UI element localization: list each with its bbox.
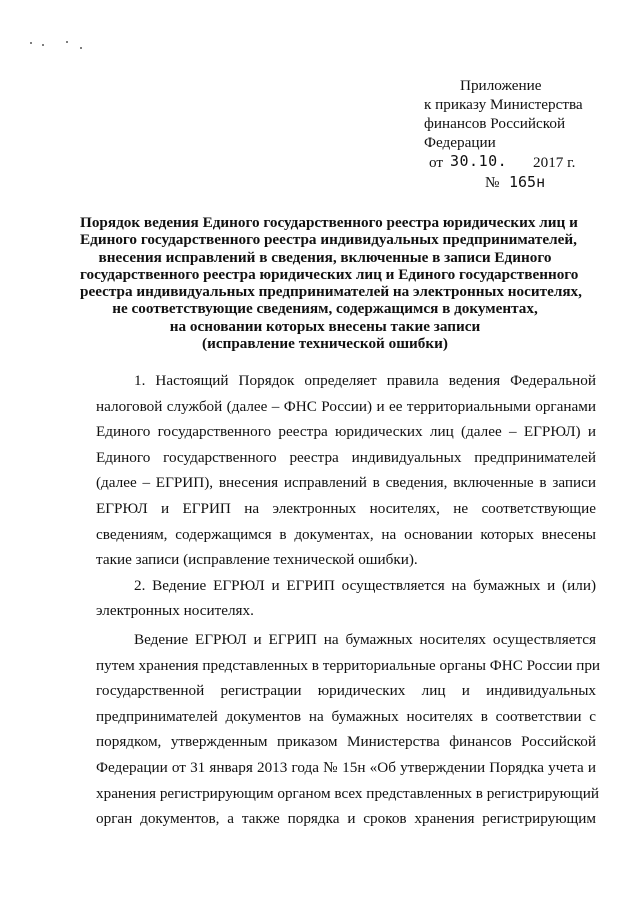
- appendix-date-row: [424, 153, 624, 175]
- appendix-order-line: к приказу Министерства: [424, 96, 583, 113]
- date-year: 2017 г.: [533, 154, 576, 171]
- number-sign: №: [485, 174, 500, 191]
- document-title: [80, 214, 582, 353]
- body-line: предпринимателей документов на бумажных носителях в соответствии с: [96, 707, 596, 725]
- scan-speck: [42, 44, 44, 46]
- body-line: Единого государственного реестра юридических лиц (далее – ЕГРЮЛ) и: [96, 423, 596, 441]
- body-line: Единого государственного реестра индивидуальных предпринимателей: [96, 448, 596, 466]
- title-line: государственного реестра юридических лиц и Единого государственного: [80, 265, 579, 283]
- scan-speck: [30, 42, 32, 44]
- title-line: не соответствующие сведениям, содержащимся в документах,: [112, 300, 538, 318]
- title-line: реестра индивидуальных предпринимателей на электронных носителях,: [80, 283, 582, 301]
- body-line: орган документов, а также порядка и сроков хранения регистрирующим: [96, 810, 596, 828]
- body-line: Ведение ЕГРЮЛ и ЕГРИП на бумажных носителях осуществляется: [134, 630, 596, 648]
- appendix-header: [424, 76, 624, 195]
- title-line: Порядок ведения Единого государственного реестра юридических лиц и: [80, 214, 578, 231]
- paragraph-1: [96, 368, 596, 573]
- title-line: на основании которых внесены такие записи: [169, 317, 481, 335]
- appendix-federation-line: Федерации: [424, 134, 496, 151]
- body-line: хранения регистрирующим органом всех представленных в регистрирующий: [96, 784, 599, 802]
- body-line: государственной регистрации юридических лиц и индивидуальных: [96, 682, 596, 700]
- date-handwritten: 30.10.: [450, 152, 508, 170]
- body-line: ЕГРЮЛ и ЕГРИП на электронных носителях, не соответствующие: [96, 499, 596, 517]
- document-body: [96, 368, 601, 832]
- title-line: внесения исправлений в сведения, включенные в записи Единого: [98, 248, 552, 266]
- body-line: сведениям, содержащимся в документах, на основании которых внесены: [96, 525, 596, 543]
- body-line: путем хранения представленных в территориальные органы ФНС России при: [96, 656, 601, 674]
- body-line: порядком, утвержденным приказом Министерства финансов Российской: [96, 733, 596, 751]
- scan-speck: [66, 41, 68, 43]
- body-line: 2. Ведение ЕГРЮЛ и ЕГРИП осуществляется на бумажных и (или): [134, 576, 596, 594]
- date-prefix: от: [429, 154, 444, 171]
- scan-speck: [80, 47, 82, 49]
- body-line: налоговой службой (далее – ФНС России) и ее территориальными органами: [96, 397, 596, 415]
- title-line: Единого государственного реестра индивидуальных предпринимателей,: [80, 231, 577, 249]
- number-handwritten: 165н: [509, 173, 546, 191]
- appendix-ministry-line: финансов Российской: [424, 115, 566, 132]
- scan-specks: [30, 38, 90, 52]
- appendix-label: Приложение: [460, 77, 542, 94]
- body-line: Федерации от 31 января 2013 года № 15н «Об утверждении Порядка учета и: [96, 758, 596, 776]
- body-line: 1. Настоящий Порядок определяет правила ведения Федеральной: [134, 372, 596, 389]
- appendix-number-row: [424, 175, 624, 195]
- body-line: (далее – ЕГРИП), внесения исправлений в сведения, включенные в записи: [96, 474, 596, 492]
- body-line: электронных носителях.: [96, 602, 254, 620]
- paragraph-2: [96, 573, 596, 624]
- body-line: такие записи (исправление технической ошибки).: [96, 551, 418, 569]
- title-line: (исправление технической ошибки): [202, 335, 448, 353]
- paragraph-3: [96, 627, 601, 832]
